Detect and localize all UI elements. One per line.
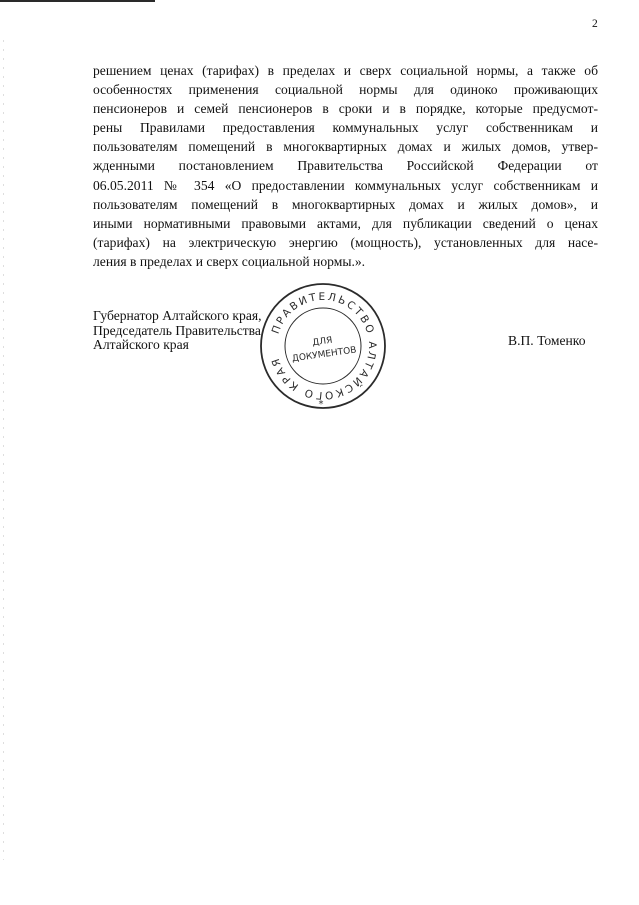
body-line: (тарифах) на электрическую энергию (мощность), установленных для насе- — [93, 234, 598, 250]
document-body — [93, 61, 598, 271]
body-line: иными нормативными правовыми актами, для публикации сведений о ценах — [93, 215, 598, 231]
body-line: 06.05.2011 № 354 «О предоставлении коммунальных услуг собственникам и — [93, 177, 598, 193]
seal-star: * — [318, 399, 324, 410]
body-line: пользователям помещений в многоквартирных домах и жилых домов», и — [93, 196, 598, 212]
body-line: пользователям помещений в многоквартирных домах и жилых домов, утвер- — [93, 139, 598, 155]
signatory-title-line: Губернатор Алтайского края, — [93, 308, 262, 323]
signatory-title-line: Алтайского края — [93, 337, 189, 353]
body-line: жденными постановлением Правительства Российской Федерации от — [93, 158, 598, 174]
seal-ring-text: ПРАВИТЕЛЬСТВО АЛТАЙСКОГО КРАЯ — [269, 290, 379, 402]
signatory-title-line: Председатель Правительства — [93, 322, 261, 338]
scan-left-margin — [3, 40, 4, 860]
signatory-title — [93, 309, 262, 353]
body-line: решением ценах (тарифах) в пределах и сверх социальной нормы, а также об — [93, 63, 598, 78]
signatory-name: В.П. Томенко — [508, 333, 586, 348]
body-line: рены Правилами предоставления коммунальных услуг собственникам и — [93, 120, 598, 136]
seal-center-line-1: ДЛЯ — [311, 335, 334, 349]
page-number: 2 — [592, 18, 598, 30]
scan-edge-line — [0, 0, 155, 2]
seal-center-line-2: ДОКУМЕНТОВ — [291, 345, 358, 365]
body-line: ления в пределах и сверх социальной нормы.». — [93, 253, 366, 269]
body-line: особенностях применения социальной нормы для одиноко проживающих — [93, 82, 598, 98]
body-line: пенсионеров и семей пенсионеров в сроки и в порядке, которые предусмот- — [93, 101, 598, 117]
official-seal-stamp — [258, 281, 388, 411]
